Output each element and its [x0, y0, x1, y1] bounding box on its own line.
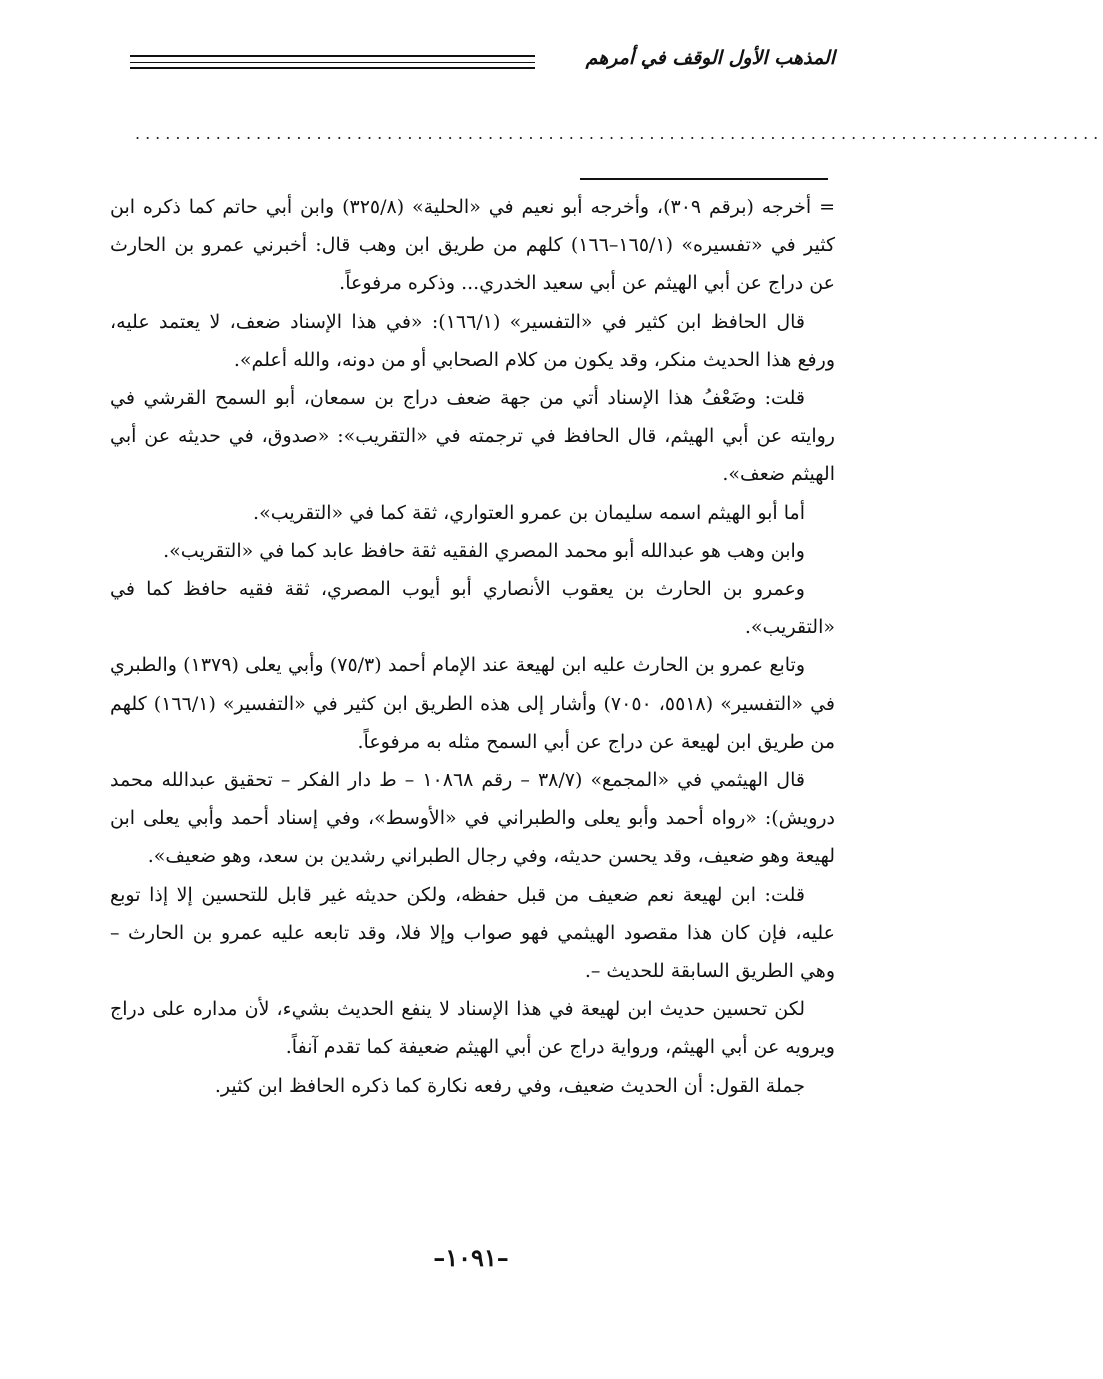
paragraph: قلت: ابن لهيعة نعم ضعيف من قبل حفظه، ولكن حديثه غير قابل للتحسين إلا إذا توبع عليه، فإن كان هذا مقصود الهيثمي فهو صواب وإلا فلا، وقد تابعه عليه عمرو بن الحارث – وهي الطريق السابقة للحديث –.	[110, 883, 835, 983]
paragraph: وابن وهب هو عبدالله أبو محمد المصري الفقيه ثقة حافظ عابد كما في «التقريب».	[163, 539, 805, 562]
paragraph: قال الحافظ ابن كثير في «التفسير» (١٦٦/١): «في هذا الإسناد ضعف، لا يعتمد عليه، ورفع هذا الحديث منكر، وقد يكون من كلام الصحابي أو من دونه، والله أعلم».	[110, 310, 835, 371]
paragraph: جملة القول: أن الحديث ضعيف، وفي رفعه نكارة كما ذكره الحافظ ابن كثير.	[214, 1074, 805, 1097]
paragraph: أما أبو الهيثم اسمه سليمان بن عمرو العتواري، ثقة كما في «التقريب».	[253, 501, 805, 524]
header-rule	[130, 67, 535, 69]
paragraph: لكن تحسين حديث ابن لهيعة في هذا الإسناد لا ينفع الحديث بشيء، لأن مداره على دراج ويرويه عن أبي الهيثم، ورواية دراج عن أبي الهيثم ضعيفة كما تقدم آنفاً.	[110, 998, 835, 1059]
page-number: –١٠٩١–	[433, 1243, 509, 1272]
paragraph: وعمرو بن الحارث بن يعقوب الأنصاري أبو أيوب المصري، ثقة فقيه حافظ كما في «التقريب».	[110, 578, 835, 639]
paragraph: قلت: وضَعْفُ هذا الإسناد أتي من جهة ضعف دراج بن سمعان، أبو السمح القرشي في روايته عن أبي الهيثم، قال الحافظ في ترجمته في «التقريب»: «صدوق، في حديثه عن أبي الهيثم ضعف».	[110, 387, 835, 486]
header-rule	[130, 62, 535, 63]
paragraph: قال الهيثمي في «المجمع» (٣٨/٧ – رقم ١٠٨٦٨ – ط دار الفكر – تحقيق عبدالله محمد درويش): «رواه أحمد وأبو يعلى والطبراني في «الأوسط»، وفي إسناد أحمد وأبي يعلى ابن لهيعة وهو ضعيف، وقد يحسن حديثه، وفي رجال الطبراني رشدين بن سعد، وهو ضعيف».	[110, 769, 835, 868]
page-header	[130, 44, 835, 84]
dotted-separator: ................................................................................................	[135, 124, 1103, 143]
running-title: المذهب الأول الوقف في أمرهم	[585, 47, 835, 69]
footnote-rule	[580, 178, 828, 180]
paragraph: وتابع عمرو بن الحارث عليه ابن لهيعة عند الإمام أحمد (٧٥/٣) وأبي يعلى (١٣٧٩) والطبري في «التفسير» (٥٥١٨، ٧٠٥٠) وأشار إلى هذه الطريق ابن كثير في «التفسير» (١٦٦/١) كلهم من طريق ابن لهيعة عن دراج عن أبي السمح مثله به مرفوعاً.	[110, 654, 835, 753]
header-rule	[130, 55, 535, 57]
footnote-text	[110, 188, 835, 1105]
paragraph: = أخرجه (برقم ٣٠٩)، وأخرجه أبو نعيم في «الحلية» (٣٢٥/٨) وابن أبي حاتم كما ذكره ابن كثير في «تفسيره» (١٦٥/١–١٦٦) كلهم من طريق ابن وهب قال: أخبرني عمرو بن الحارث عن دراج عن أبي الهيثم عن أبي سعيد الخدري... وذكره مرفوعاً.	[110, 196, 836, 295]
